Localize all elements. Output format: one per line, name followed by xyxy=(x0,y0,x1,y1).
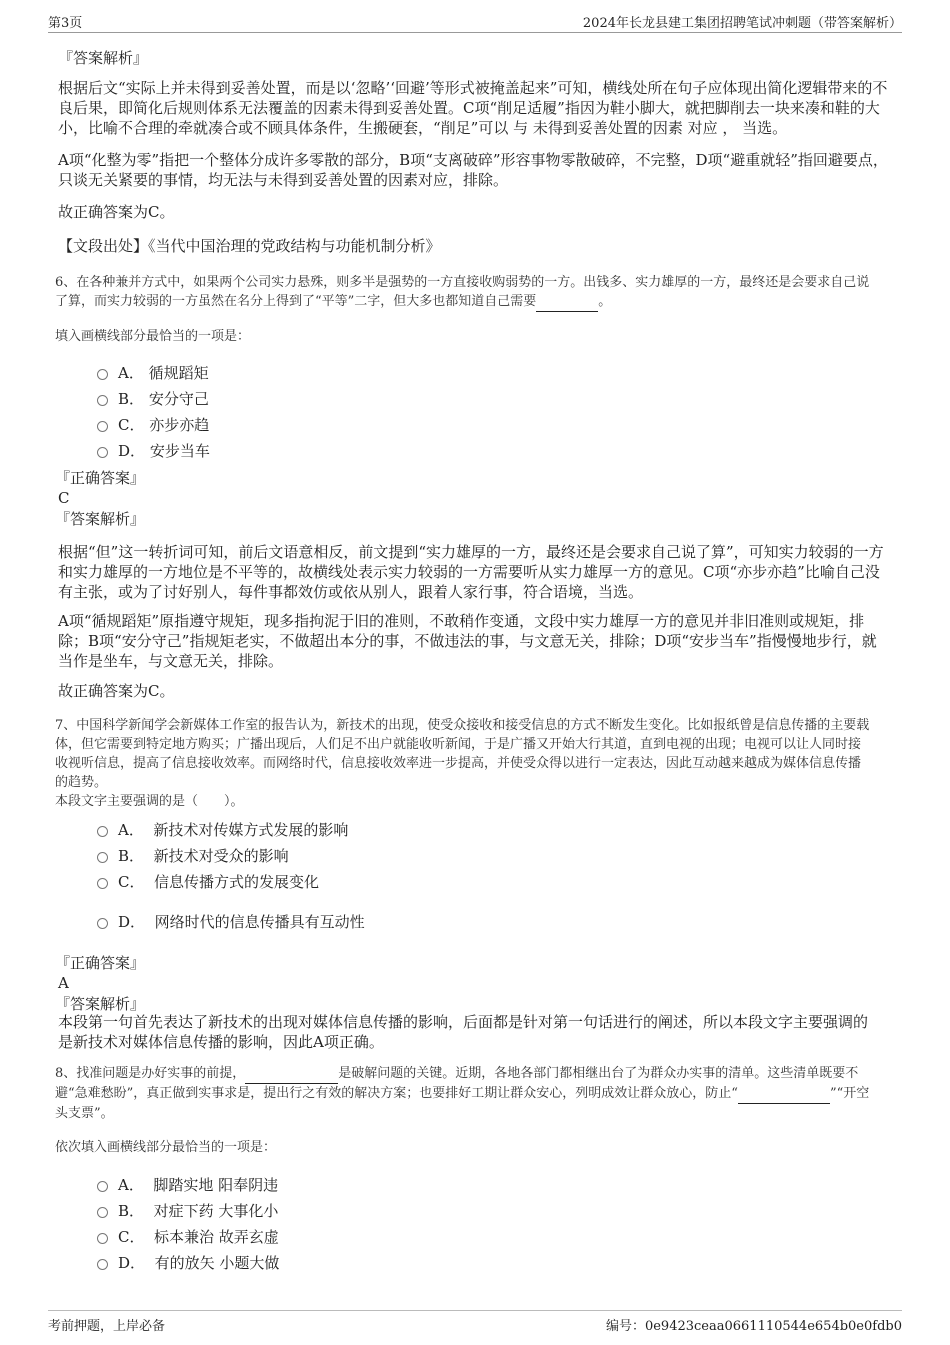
q8-stem xyxy=(55,1064,869,1123)
q7-analysis-heading: 『答案解析』 xyxy=(55,995,146,1013)
radio-icon[interactable] xyxy=(97,878,108,889)
blank-line xyxy=(738,1084,830,1104)
q6-option-b[interactable]: B． 安分守己 xyxy=(97,388,209,409)
q6-analysis-paragraph-2 xyxy=(58,611,877,671)
text-line: 收视听信息，提高了信息接收效率。而网络时代，信息接收效率进一步提高，并使受众得以进行一定表达，因此互动越来越成为媒体信息传播 xyxy=(55,756,862,771)
q5-analysis-paragraph-1 xyxy=(58,78,887,138)
q6-answer-heading: 『正确答案』 xyxy=(55,469,146,487)
q8-option-a[interactable]: A． 脚踏实地 阳奉阴违 xyxy=(97,1174,278,1195)
radio-icon[interactable] xyxy=(97,1207,108,1218)
q8-option-d[interactable]: D． 有的放矢 小题大做 xyxy=(97,1252,279,1273)
text-line: 了算，而实力较弱的一方虽然在名分上得到了“平等”二字，但大多也都知道自己需要 。 xyxy=(55,292,869,312)
page-footer xyxy=(48,1310,902,1336)
footer-slogan: 考前押题，上岸必备 xyxy=(48,1319,166,1334)
text-line: 良后果，即简化后规则体系无法覆盖的因素未得到妥善处置。C项“削足适履”指因为鞋小脚大，就把脚削去一块来凑和鞋的大 xyxy=(58,99,880,117)
text-line: 体，但它需要到特定地方购买；广播出现后，人们足不出户就能收听新闻，于是广播又开始大行其道，直到电视的出现；电视可以让人同时接 xyxy=(55,737,862,752)
q5-source: 【文段出处】《当代中国治理的党政结构与功能机制分析》 xyxy=(58,237,441,255)
q8-prompt: 依次填入画横线部分最恰当的一项是： xyxy=(55,1140,277,1155)
text-line: 只谈无关紧要的事情，均无法与未得到妥善处置的因素对应，排除。 xyxy=(58,171,509,189)
radio-icon[interactable] xyxy=(97,447,108,458)
q7-analysis-paragraph xyxy=(58,1012,868,1052)
q6-answer: C xyxy=(58,489,70,507)
text-line: 是新技术对媒体信息传播的影响，因此A项正确。 xyxy=(58,1033,384,1051)
q6-stem xyxy=(55,273,869,312)
text-line: 有主张，或为了讨好别人，每件事都效仿或依从别人，跟着人家行事，符合语境，当选。 xyxy=(58,583,644,601)
text-line: 当作是坐车，与文意无关，排除。 xyxy=(58,652,284,670)
q5-conclusion: 故正确答案为C。 xyxy=(58,203,175,221)
radio-icon[interactable] xyxy=(97,369,108,380)
document-title: 2024年长龙县建工集团招聘笔试冲刺题（带答案解析） xyxy=(582,16,902,31)
text-line: 根据“但”这一转折词可知，前后文语意相反，前文提到“实力雄厚的一方，最终还是会要求自己说了算”，可知实力较弱的一方 xyxy=(58,543,884,561)
q6-option-d[interactable]: D． 安步当车 xyxy=(97,440,210,461)
text-line: 和实力雄厚的一方地位是不平等的，故横线处表示实力较弱的一方需要听从实力雄厚一方的意见。C项“亦步亦趋”比喻自己没 xyxy=(58,563,880,581)
q6-option-a[interactable]: A． 循规蹈矩 xyxy=(97,362,209,383)
radio-icon[interactable] xyxy=(97,1181,108,1192)
q6-analysis-paragraph-1 xyxy=(58,542,884,602)
blank-line xyxy=(536,292,598,312)
q7-prompt: 本段文字主要强调的是（ ）。 xyxy=(55,794,244,809)
text-line: 避“急难愁盼”，真正做到实事求是，提出行之有效的解决方案；也要排好工期让群众安心，列明成效让群众放心，防止“ ”“开空 xyxy=(55,1084,869,1104)
q7-option-a[interactable]: A． 新技术对传媒方式发展的影响 xyxy=(97,819,348,840)
radio-icon[interactable] xyxy=(97,1233,108,1244)
text-line: 小，比喻不合理的牵就凑合或不顾具体条件，生搬硬套，“削足”可以 与 未得到妥善处置的因素 对应 ， 当选。 xyxy=(58,119,788,137)
text-line: 除；B项“安分守己”指规矩老实，不做超出本分的事，不做违法的事，与文意无关，排除；D项“安步当车”指慢慢地步行，就 xyxy=(58,632,877,650)
text-line: 头支票”。 xyxy=(55,1106,114,1121)
radio-icon[interactable] xyxy=(97,852,108,863)
text-line: 6、在各种兼并方式中，如果两个公司实力悬殊，则多半是强势的一方直接收购弱势的一方。出钱多、实力雄厚的一方，最终还是会要求自己说 xyxy=(55,275,870,290)
q7-answer: A xyxy=(58,974,69,992)
text-line: 8、找准问题是办好实事的前提， 是破解问题的关键。近期，各地各部门都相继出台了为群众办实事的清单。这些清单既要不 xyxy=(55,1064,869,1084)
radio-icon[interactable] xyxy=(97,918,108,929)
text-line: 的趋势。 xyxy=(55,775,108,790)
blank-line xyxy=(245,1064,338,1084)
q8-option-c[interactable]: C． 标本兼治 故弄玄虚 xyxy=(97,1226,279,1247)
q7-answer-heading: 『正确答案』 xyxy=(55,954,146,972)
q5-analysis-heading: 『答案解析』 xyxy=(58,49,149,67)
text-line: A项“化整为零”指把一个整体分成许多零散的部分，B项“支离破碎”形容事物零散破碎，不完整，D项“避重就轻”指回避要点， xyxy=(58,151,888,169)
text-line: 本段第一句首先表达了新技术的出现对媒体信息传播的影响，后面都是针对第一句话进行的阐述，所以本段文字主要强调的 xyxy=(58,1013,869,1031)
q7-option-b[interactable]: B． 新技术对受众的影响 xyxy=(97,845,289,866)
document-code: 编号：0e9423ceaa0661110544e654b0e0fdb0 xyxy=(605,1319,902,1334)
q6-prompt: 填入画横线部分最恰当的一项是： xyxy=(55,329,251,344)
radio-icon[interactable] xyxy=(97,395,108,406)
q5-analysis-paragraph-2 xyxy=(58,150,888,190)
text-line: 根据后文“实际上并未得到妥善处置，而是以‘忽略’‘回避’等形式被掩盖起来”可知，横线处所在句子应体现出简化逻辑带来的不 xyxy=(58,79,888,97)
q7-stem xyxy=(55,716,869,811)
page-header xyxy=(48,12,902,33)
radio-icon[interactable] xyxy=(97,826,108,837)
text-line: 7、中国科学新闻学会新媒体工作室的报告认为，新技术的出现，使受众接收和接受信息的方式不断发生变化。比如报纸曾是信息传播的主要载 xyxy=(55,718,870,733)
q7-option-c[interactable]: C． 信息传播方式的发展变化 xyxy=(97,871,319,892)
page-number: 第3页 xyxy=(48,16,83,31)
q6-analysis-heading: 『答案解析』 xyxy=(55,510,146,528)
q7-option-d[interactable]: D． 网络时代的信息传播具有互动性 xyxy=(97,911,365,932)
q8-option-b[interactable]: B． 对症下药 大事化小 xyxy=(97,1200,278,1221)
radio-icon[interactable] xyxy=(97,1259,108,1270)
q6-conclusion: 故正确答案为C。 xyxy=(58,682,175,700)
text-line: A项“循规蹈矩”原指遵守规矩，现多指拘泥于旧的准则，不敢稍作变通，文段中实力雄厚一方的意见并非旧准则或规矩，排 xyxy=(58,612,865,630)
radio-icon[interactable] xyxy=(97,421,108,432)
q6-option-c[interactable]: C． 亦步亦趋 xyxy=(97,414,209,435)
